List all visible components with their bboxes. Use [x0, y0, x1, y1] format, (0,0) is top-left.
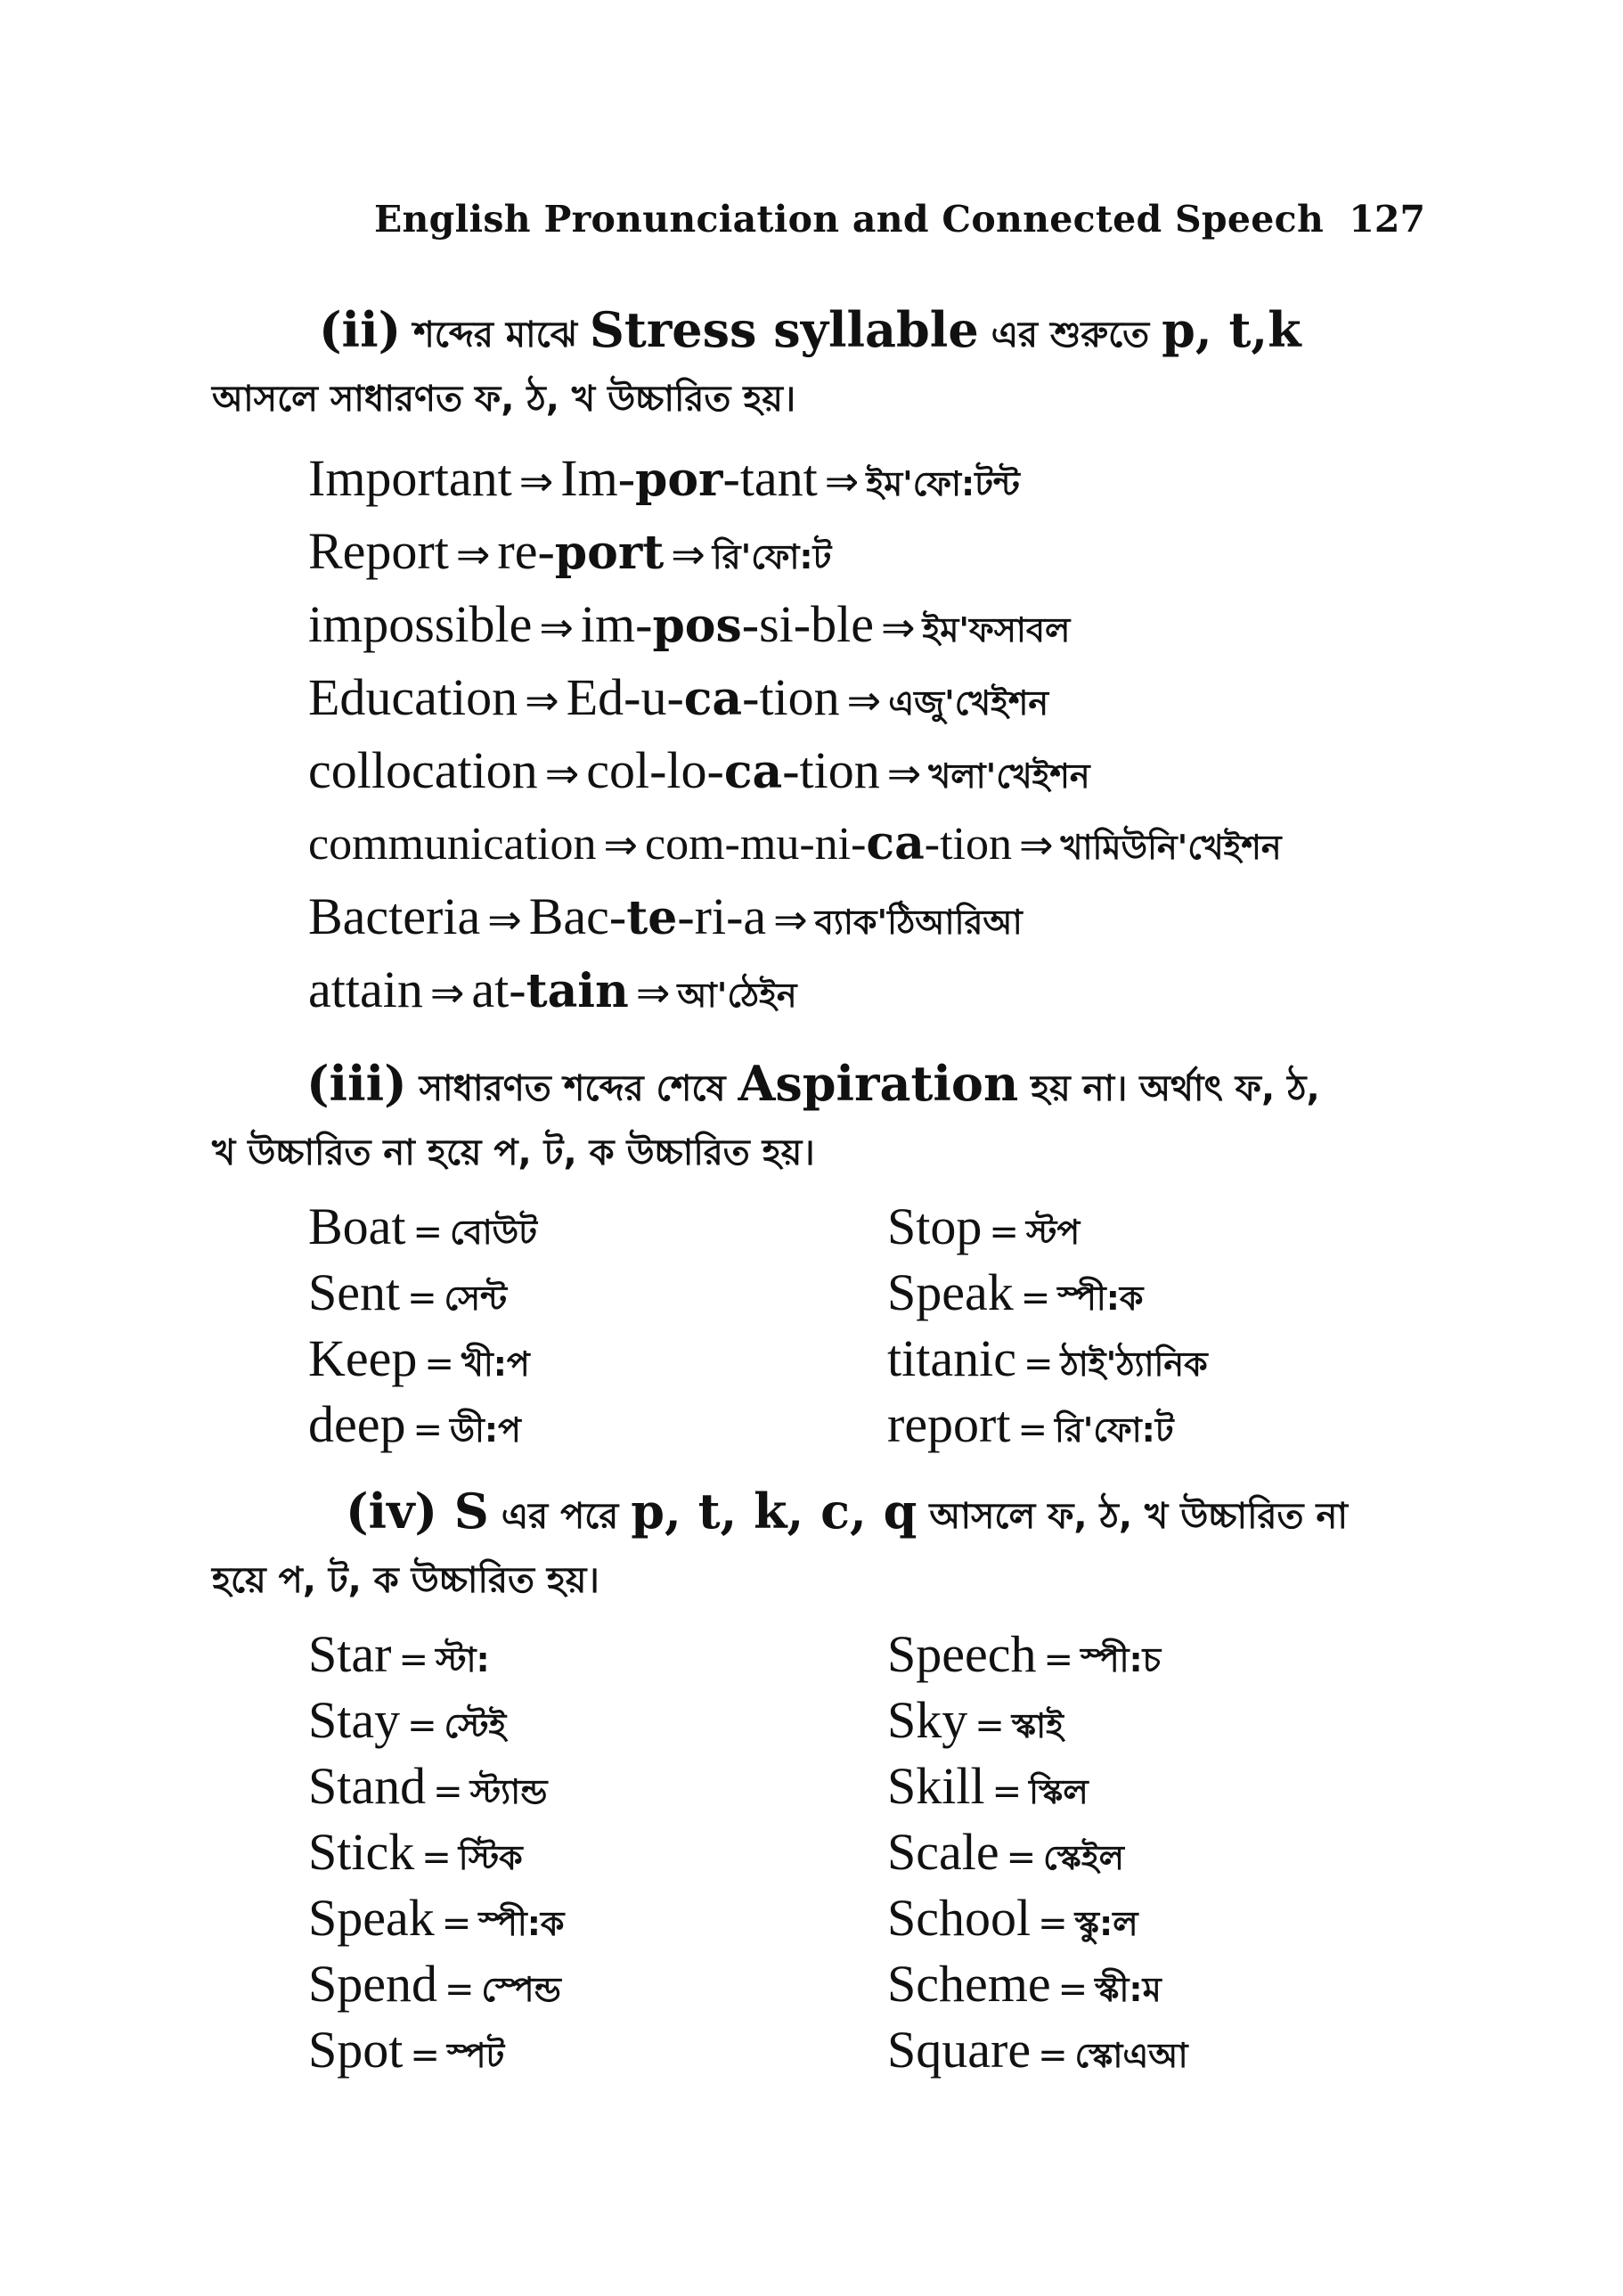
- section-iii-keyword: Aspiration: [738, 1055, 1019, 1112]
- section-iv-text-1: এর পরে: [488, 1496, 632, 1537]
- bengali-pronunciation: স্পেন্ড: [481, 1970, 561, 2009]
- example-row: [308, 734, 1282, 807]
- arrow-symbol: ⇒: [525, 676, 559, 724]
- equals-symbol: =: [991, 1771, 1023, 1812]
- stress-examples-list: [308, 442, 1282, 1026]
- syllable-pre: at-: [471, 960, 526, 1018]
- arrow-symbol: ⇒: [1018, 821, 1054, 869]
- stressed-syllable: por: [635, 453, 723, 507]
- bengali-pronunciation: স্কোএআ: [1074, 2036, 1188, 2075]
- word-pair: [308, 1687, 565, 1753]
- word-pair: [308, 1951, 565, 2017]
- word-pair: [887, 1622, 1188, 1687]
- section-iii-right-column: [887, 1194, 1208, 1458]
- equals-symbol: =: [975, 1705, 1005, 1746]
- arrow-symbol: ⇒: [487, 895, 522, 944]
- equals-symbol: =: [1038, 2035, 1068, 2076]
- word-pair: [887, 1819, 1188, 1885]
- word-pair: [308, 1260, 537, 1326]
- stressed-syllable: ca: [723, 745, 783, 799]
- arrow-symbol: ⇒: [773, 895, 808, 944]
- bengali-pronunciation: স্কু:ল: [1074, 1904, 1138, 1943]
- syllable-post: -si-ble: [741, 595, 874, 653]
- stressed-syllable: tain: [526, 964, 629, 1018]
- bengali-pronunciation: স্পী:ক: [1057, 1279, 1144, 1318]
- section-ii-text-2: এর শুরুতে: [978, 315, 1162, 355]
- bengali-pronunciation: স্কী:ম: [1095, 1970, 1162, 2009]
- arrow-symbol: ⇒: [603, 821, 639, 869]
- bengali-pronunciation: স্কিল: [1029, 1772, 1089, 1811]
- arrow-symbol: ⇒: [846, 676, 882, 724]
- english-word: Speak: [308, 1889, 435, 1947]
- example-row: [308, 807, 1282, 880]
- word-pair: [887, 1951, 1188, 2017]
- example-row: [308, 953, 1282, 1026]
- running-title: English Pronunciation and Connected Speech: [374, 198, 1325, 241]
- word-pair: [887, 1260, 1208, 1326]
- section-ii-keyword: Stress syllable: [589, 301, 979, 358]
- syllable-post: -tion: [924, 819, 1012, 870]
- english-word: Stay: [308, 1691, 401, 1749]
- english-word: Scale: [887, 1823, 999, 1881]
- bengali-pronunciation: স্কেইল: [1043, 1838, 1124, 1877]
- section-iv-left-column: [308, 1622, 565, 2083]
- example-row: [308, 880, 1282, 953]
- word-pair: [887, 1392, 1208, 1458]
- section-ii-text-3: আসলে সাধারণত ফ, ঠ, খ উচ্চারিত হয়।: [212, 379, 796, 420]
- stressed-syllable: te: [626, 891, 678, 945]
- syllable-pre: im-: [580, 595, 653, 653]
- bengali-pronunciation: স্টেই: [444, 1706, 507, 1745]
- english-word: report: [887, 1395, 1011, 1453]
- english-word: Sky: [887, 1691, 968, 1749]
- english-word: Skill: [887, 1757, 985, 1815]
- example-row: [308, 442, 1282, 515]
- section-iv-letter-s: S: [437, 1483, 489, 1540]
- equals-symbol: =: [407, 1705, 437, 1746]
- equals-symbol: =: [1017, 1409, 1048, 1450]
- syllable-pre: com-mu-ni-: [645, 819, 867, 870]
- english-word: Spot: [308, 2021, 404, 2079]
- section-ii-label: (ii): [319, 301, 402, 358]
- section-iii-intro: [212, 1051, 1441, 1185]
- example-word: Bacteria: [308, 887, 481, 945]
- section-iv-right-column: [887, 1622, 1188, 2083]
- bengali-pronunciation: ইম'ফো:টন্ট: [866, 464, 1020, 503]
- bengali-pronunciation: রি'ফো:ট: [1055, 1410, 1174, 1450]
- section-iv-letters: p, t, k, c, q: [631, 1483, 918, 1540]
- english-word: Star: [308, 1625, 392, 1683]
- example-row: [308, 661, 1282, 734]
- bengali-pronunciation: ব্যাক'ঠিআরিআ: [814, 903, 1023, 942]
- section-iii-text-1: সাধারণত শব্দের শেষে: [406, 1068, 738, 1109]
- english-word: titanic: [887, 1329, 1016, 1387]
- english-word: Stop: [887, 1197, 983, 1255]
- bengali-pronunciation: আ'ঠেইন: [677, 976, 797, 1015]
- bengali-pronunciation: স্কাই: [1011, 1706, 1064, 1745]
- syllable-pre: col-lo-: [586, 741, 724, 799]
- word-pair: [308, 1392, 537, 1458]
- equals-symbol: =: [989, 1212, 1019, 1253]
- example-word: collocation: [308, 741, 538, 799]
- stressed-syllable: port: [554, 526, 665, 580]
- bengali-pronunciation: স্পী:ক: [478, 1904, 565, 1943]
- english-word: Speak: [887, 1263, 1014, 1321]
- english-word: deep: [308, 1395, 406, 1453]
- syllable-pre: Ed-u-: [566, 668, 684, 726]
- example-word: impossible: [308, 595, 533, 653]
- word-pair: [308, 2017, 565, 2083]
- word-pair: [308, 1753, 565, 1819]
- arrow-symbol: ⇒: [635, 968, 671, 1017]
- english-word: Spend: [308, 1955, 437, 2013]
- bengali-pronunciation: স্টপ: [1025, 1213, 1081, 1252]
- word-pair: [308, 1885, 565, 1951]
- stressed-syllable: ca: [683, 672, 743, 726]
- section-iv-text-2: আসলে ফ, ঠ, খ উচ্চারিত না: [917, 1496, 1348, 1537]
- equals-symbol: =: [433, 1771, 463, 1812]
- arrow-symbol: ⇒: [544, 749, 580, 797]
- syllable-pre: re-: [497, 522, 555, 580]
- example-word: communication: [308, 819, 597, 870]
- bengali-pronunciation: বোউট: [450, 1213, 537, 1252]
- word-pair: [887, 1687, 1188, 1753]
- english-word: Stick: [308, 1823, 415, 1881]
- bengali-pronunciation: খামিউনি'খেইশন: [1060, 828, 1282, 867]
- equals-symbol: =: [424, 1344, 454, 1385]
- bengali-pronunciation: স্পী:চ: [1081, 1640, 1162, 1679]
- section-iii-text-3: খ উচ্চারিত না হয়ে প, ট, ক উচ্চারিত হয়।: [212, 1132, 815, 1173]
- arrow-symbol: ⇒: [539, 603, 574, 651]
- section-iii-text-2: হয় না। অর্থাৎ ফ, ঠ,: [1018, 1068, 1320, 1109]
- arrow-symbol: ⇒: [671, 530, 705, 578]
- bengali-pronunciation: স্টা:: [435, 1640, 490, 1679]
- syllable-post: -tion: [742, 668, 840, 726]
- bengali-pronunciation: স্টিক: [458, 1838, 523, 1877]
- bengali-pronunciation: রি'ফো:ট: [712, 537, 832, 576]
- stressed-syllable: pos: [652, 599, 742, 653]
- english-word: School: [887, 1889, 1032, 1947]
- section-iv-intro: [212, 1479, 1441, 1613]
- equals-symbol: =: [412, 1212, 444, 1253]
- syllable-pre: Bac-: [528, 887, 627, 945]
- section-ii-intro: [212, 298, 1441, 431]
- word-pair: [308, 1194, 537, 1260]
- bengali-pronunciation: স্পট: [446, 2036, 505, 2075]
- bengali-pronunciation: ঠাই'ঠ্যানিক: [1060, 1344, 1208, 1384]
- equals-symbol: =: [444, 1969, 475, 2010]
- equals-symbol: =: [1006, 1837, 1037, 1878]
- syllable-post: -tion: [782, 741, 880, 799]
- bengali-pronunciation: এজু'খেইশন: [888, 683, 1049, 723]
- section-ii-text-1: শব্দের মাঝে: [401, 315, 590, 355]
- bengali-pronunciation: ইম'ফসাবল: [922, 610, 1071, 650]
- arrow-symbol: ⇒: [824, 457, 860, 505]
- bengali-pronunciation: সেন্ট: [444, 1279, 508, 1318]
- section-iv-label: (iv): [346, 1483, 437, 1540]
- equals-symbol: =: [410, 2035, 440, 2076]
- example-row: [308, 588, 1282, 661]
- syllable-post: -tant: [722, 449, 818, 507]
- equals-symbol: =: [1057, 1969, 1089, 2010]
- equals-symbol: =: [1023, 1344, 1054, 1385]
- equals-symbol: =: [421, 1837, 452, 1878]
- word-pair: [308, 1622, 565, 1687]
- english-word: Square: [887, 2021, 1032, 2079]
- word-pair: [887, 1194, 1208, 1260]
- equals-symbol: =: [1020, 1278, 1051, 1319]
- english-word: Keep: [308, 1329, 418, 1387]
- equals-symbol: =: [1043, 1639, 1074, 1680]
- equals-symbol: =: [407, 1278, 437, 1319]
- section-iv-text-3: হয়ে প, ট, ক উচ্চারিত হয়।: [212, 1560, 599, 1601]
- example-word: Important: [308, 449, 512, 507]
- word-pair: [308, 1819, 565, 1885]
- arrow-symbol: ⇒: [518, 457, 554, 505]
- page-number: 127: [1349, 198, 1425, 241]
- syllable-pre: Im-: [560, 449, 636, 507]
- arrow-symbol: ⇒: [886, 749, 922, 797]
- equals-symbol: =: [1038, 1903, 1068, 1944]
- bengali-pronunciation: ডী:প: [450, 1410, 521, 1450]
- example-row: [308, 515, 1282, 588]
- bengali-pronunciation: স্ট্যান্ড: [469, 1772, 548, 1811]
- word-pair: [887, 1753, 1188, 1819]
- word-pair: [887, 1885, 1188, 1951]
- english-word: Sent: [308, 1263, 401, 1321]
- section-iii-left-column: [308, 1194, 537, 1458]
- stressed-syllable: ca: [866, 816, 925, 870]
- section-ii-letters: p, t,k: [1162, 301, 1301, 358]
- equals-symbol: =: [398, 1639, 428, 1680]
- english-word: Scheme: [887, 1955, 1051, 2013]
- word-pair: [887, 1326, 1208, 1392]
- english-word: Stand: [308, 1757, 427, 1815]
- example-word: Education: [308, 668, 518, 726]
- word-pair: [308, 1326, 537, 1392]
- bengali-pronunciation: খী:প: [461, 1344, 530, 1384]
- english-word: Speech: [887, 1625, 1037, 1683]
- syllable-post: -ri-a: [677, 887, 767, 945]
- example-word: attain: [308, 960, 423, 1018]
- example-word: Report: [308, 522, 449, 580]
- equals-symbol: =: [412, 1409, 444, 1450]
- section-iii-label: (iii): [306, 1055, 407, 1112]
- arrow-symbol: ⇒: [880, 603, 916, 651]
- arrow-symbol: ⇒: [455, 530, 491, 578]
- equals-symbol: =: [441, 1903, 472, 1944]
- arrow-symbol: ⇒: [429, 968, 465, 1017]
- word-pair: [887, 2017, 1188, 2083]
- english-word: Boat: [308, 1197, 406, 1255]
- bengali-pronunciation: খলা'খেইশন: [928, 756, 1090, 796]
